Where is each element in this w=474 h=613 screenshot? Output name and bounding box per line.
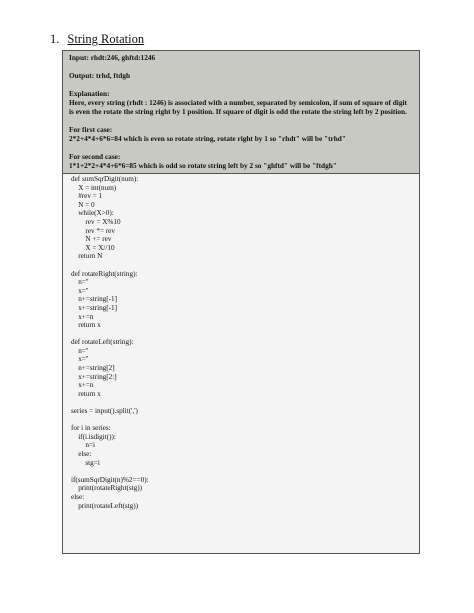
- code-line: return x: [71, 321, 101, 330]
- code-line: if(i.isdigit()):: [71, 432, 116, 441]
- code-line: [71, 398, 419, 407]
- problem-description: [63, 51, 419, 174]
- code-line: [71, 330, 419, 339]
- code-line: x+=string[2:]: [71, 372, 117, 381]
- second-case-text: 1*1+2*2+4*4+6*6=85 which is odd so rotate string left by 2 so "ghftd" will be "ftdgh": [69, 161, 337, 170]
- explanation-label: Explanation:: [69, 89, 110, 98]
- code-line: print(rotateRight(stg)): [71, 484, 143, 493]
- code-line: stg=i: [71, 458, 100, 467]
- section-number: 1.: [50, 32, 60, 46]
- code-line: def sumSqrDigit(num):: [71, 175, 139, 183]
- code-line: rev *= rev: [71, 226, 115, 235]
- code-line: print(rotateLeft(stg)): [71, 501, 139, 510]
- section-title: String Rotation: [67, 32, 145, 46]
- code-line: else:: [71, 492, 85, 501]
- first-case-text: 2*2+4*4+6*6=84 which is even so rotate string, rotate right by 1 so "rhdt" will be "trhd": [69, 134, 346, 143]
- code-line: [71, 261, 419, 270]
- code-line: def rotateRight(string):: [71, 269, 138, 278]
- code-line: n=i: [71, 441, 96, 450]
- code-line: for i in series:: [71, 424, 111, 433]
- code-line: rev = X%10: [71, 217, 121, 226]
- section-heading: [50, 32, 144, 47]
- code-line: x+=string[-1]: [71, 303, 118, 312]
- code-line: #rev = 1: [71, 192, 103, 201]
- code-line: return x: [71, 389, 101, 398]
- problem-box: [62, 50, 420, 554]
- code-line: n+=string[-1]: [71, 295, 118, 304]
- code-line: [71, 467, 419, 476]
- second-case-label: For second case:: [69, 152, 121, 161]
- code-line: X = int(num): [71, 183, 117, 192]
- code-line: n='': [71, 278, 89, 287]
- code-line: else:: [71, 450, 92, 458]
- explanation-text: Here, every string (rhdt : 1246) is associated with a number, separated by semicolon, if sum of square of digit is even the rotate the string right by 1 position. If square of digit is odd the rotate the string left by 2 position.: [69, 98, 407, 116]
- code-line: if(sumSqrDigit(n)%2==0):: [71, 475, 149, 484]
- code-line: x='': [71, 286, 89, 295]
- code-block: [63, 174, 419, 553]
- code-line: X = X//10: [71, 243, 115, 252]
- code-line: x='': [71, 355, 89, 364]
- code-line: n='': [71, 346, 89, 355]
- code-line: [71, 416, 419, 425]
- first-case-label: For first case:: [69, 125, 113, 134]
- code-line: x+=n: [71, 312, 94, 321]
- input-line: Input: rhdt:246, ghftd:1246: [69, 53, 156, 62]
- code-line: def rotateLeft(string):: [71, 338, 134, 347]
- code-line: N = 0: [71, 200, 95, 209]
- code-line: return N: [71, 252, 103, 261]
- code-line: n+=string[2]: [71, 364, 115, 373]
- code-line: N += rev: [71, 235, 112, 244]
- output-line: Output: trhd, ftdgh: [69, 71, 131, 80]
- code-line: x+=n: [71, 381, 94, 390]
- code-line: while(X>0):: [71, 209, 114, 218]
- code-line: series = input().split(','): [71, 407, 138, 416]
